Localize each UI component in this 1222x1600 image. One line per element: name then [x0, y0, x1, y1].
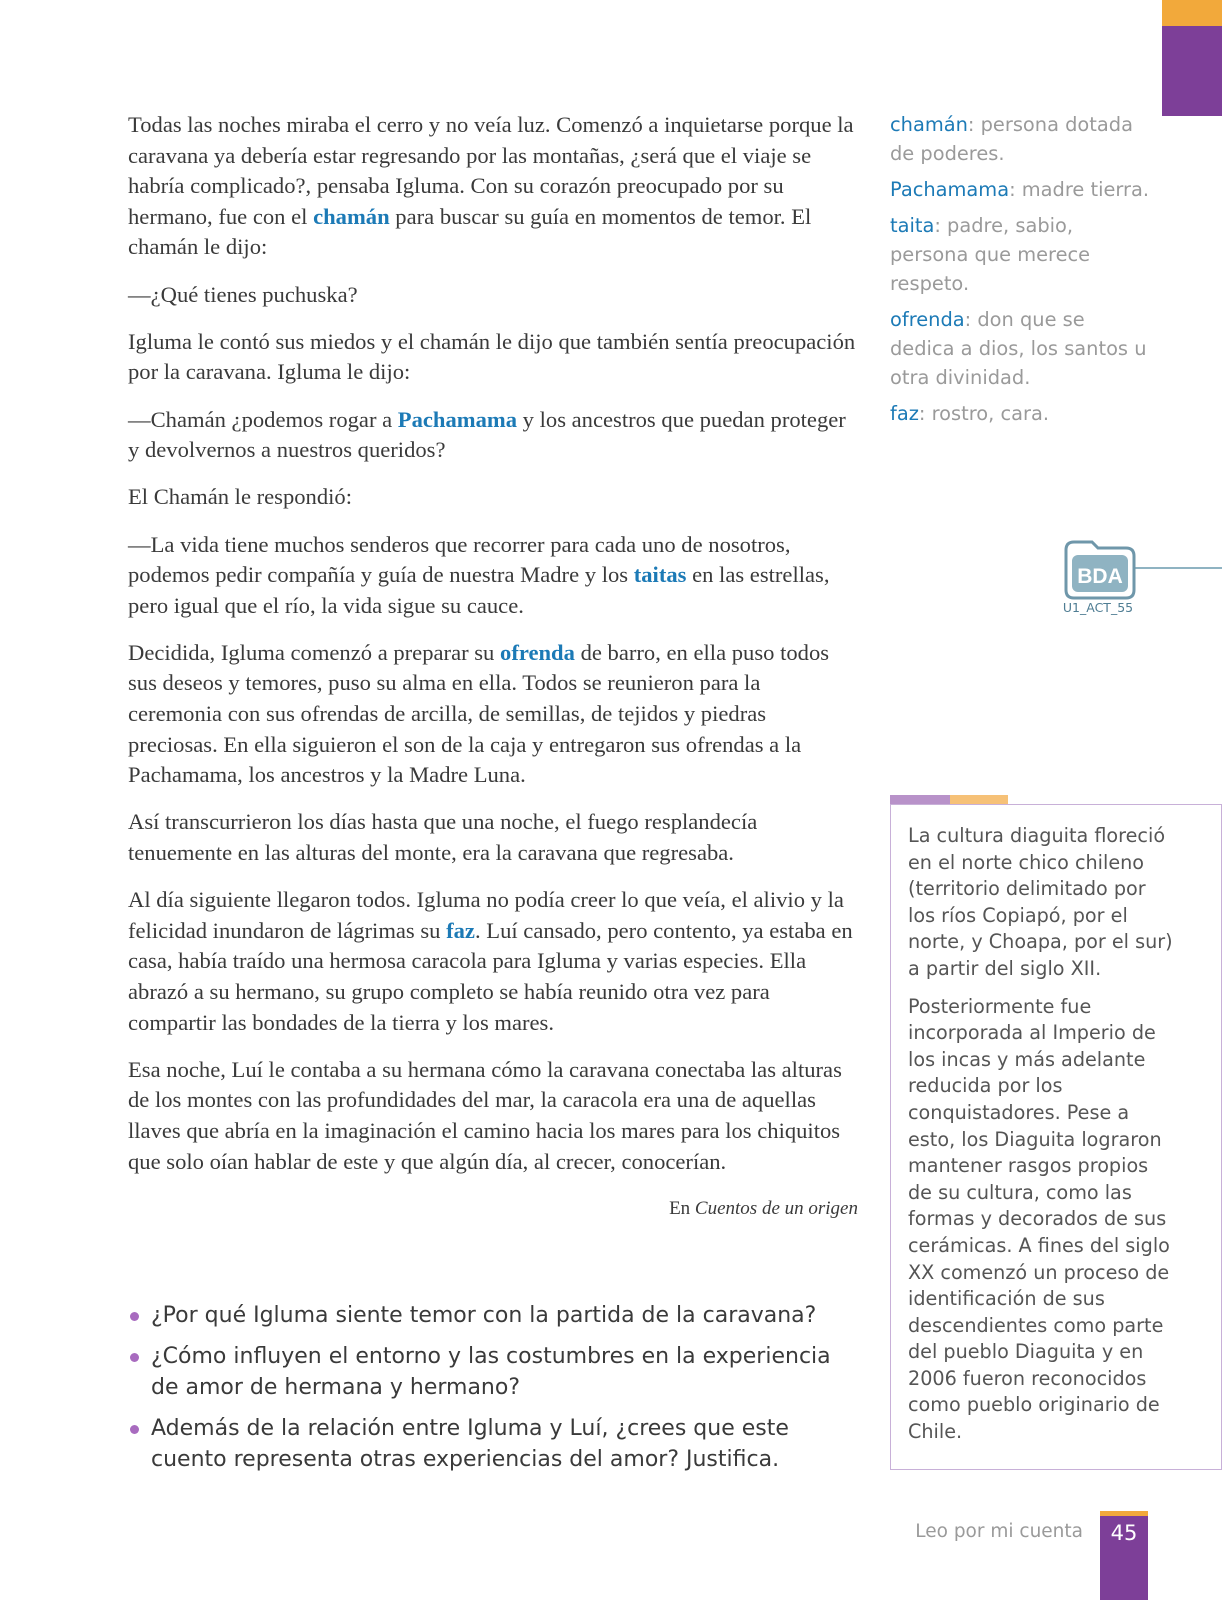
story-paragraph: Esa noche, Luí le contaba a su hermana cómo la caravana conectaba las alturas de los montes con las profundidades del mar, la caracola era una de aquellas llaves que abría en la imaginación el camino hacia los mares para los chiquitos que solo oían hablar de este y que algún día, al crecer, conocerían.	[128, 1056, 842, 1174]
info-box-text	[908, 823, 1178, 1457]
story-text	[128, 110, 858, 1241]
question-item: ¿Por qué Igluma siente temor con la partida de la caravana?	[128, 1300, 858, 1331]
story-paragraph: —La vida tiene muchos senderos que recorrer para cada uno de nosotros, podemos pedir compañía y guía de nuestra Madre y los taitas en las estrellas, pero igual que el río, la vida sigue su cauce.	[128, 531, 830, 618]
corner-accent-orange	[1162, 0, 1222, 26]
glossary	[890, 110, 1150, 435]
glossary-entry	[890, 211, 1150, 298]
section-label: Leo por mi cuenta	[915, 1521, 1083, 1542]
story-paragraph: Igluma le contó sus miedos y el chamán le dijo que también sentía preocupación por la caravana. Igluma le dijo:	[128, 328, 856, 385]
glossary-term-link: faz	[446, 917, 475, 943]
glossary-entry	[890, 305, 1150, 392]
glossary-term-link: taitas	[633, 562, 687, 588]
source-title: Cuentos de un origen	[694, 1197, 858, 1219]
glossary-definition: : rostro, cara.	[918, 402, 1050, 425]
bullet-icon	[130, 1312, 139, 1321]
glossary-term: Pachamama	[890, 178, 1010, 201]
glossary-term: taita	[890, 214, 935, 237]
glossary-entry	[890, 175, 1150, 204]
bda-label: BDA	[1077, 565, 1123, 588]
story-paragraph: Todas las noches miraba el cerro y no veía luz. Comenzó a inquietarse porque la caravana ya debería estar regresando por las montañas, ¿será que el viaje se habría complicado?, pensaba Igluma. Con su corazón preocupado por su hermano, fue con el chamán para buscar su guía en momentos de temor. El chamán le dijo:	[128, 112, 854, 260]
glossary-term-link: Pachamama	[397, 406, 518, 432]
glossary-term-link: ofrenda	[500, 639, 575, 665]
question-item: Además de la relación entre Igluma y Luí, ¿crees que este cuento representa otras experiencias del amor? Justifica.	[128, 1413, 858, 1475]
page-number: 45	[1100, 1516, 1148, 1600]
folder-icon	[1066, 542, 1134, 598]
glossary-term: ofrenda	[890, 308, 965, 331]
glossary-definition: : persona dotada de poderes.	[890, 113, 1133, 165]
glossary-term-link: chamán	[313, 203, 390, 229]
story-paragraph: Al día siguiente llegaron todos. Igluma no podía creer lo que veía, el alivio y la felicidad inundaron de lágrimas su faz. Luí cansado, pero contento, ya estaba en casa, había traído una hermosa caracola para Igluma y varias especies. Ella abrazó a su hermano, su grupo completo se había reunido otra vez para compartir las bondades de la tierra y los mares.	[128, 887, 853, 1035]
story-paragraph: —¿Qué tienes puchuska?	[128, 281, 358, 307]
story-paragraph: El Chamán le respondió:	[128, 484, 353, 510]
bda-code[interactable]: U1_ACT_55	[1062, 600, 1134, 615]
story-paragraph: —Chamán ¿podemos rogar a Pachamama y los ancestros que puedan proteger y devolvernos a nuestros queridos?	[128, 406, 846, 463]
story-paragraph: Decidida, Igluma comenzó a preparar su ofrenda de barro, en ella puso todos sus deseos y temores, puso su alma en ella. Todos se reunieron para la ceremonia con sus ofrendas de arcilla, de semillas, de tejidos y piedras preciosas. En ella siguieron el son de la caja y entregaron sus ofrendas a la Pachamama, los ancestros y la Madre Luna.	[128, 639, 830, 788]
question-list	[128, 1300, 858, 1485]
infobox-tab-orange	[950, 795, 1008, 804]
glossary-definition: : madre tierra.	[1009, 178, 1150, 201]
glossary-entry	[890, 399, 1150, 428]
source-credit: En Cuentos de un origen	[669, 1197, 858, 1219]
question-item: ¿Cómo influyen el entorno y las costumbres en la experiencia de amor de hermana y hermano?	[128, 1341, 858, 1403]
info-paragraph: Posteriormente fue incorporada al Imperio de los incas y más adelante reducida por los conquistadores. Pese a esto, los Diaguita lograron mantener rasgos propios de su cultura, como las formas y decorados de sus cerámicas. A fines del siglo XX comenzó un proceso de identificación de sus descendientes como parte del pueblo Diaguita y en 2006 fueron reconocidos como pueblo originario de Chile.	[908, 994, 1170, 1444]
infobox-tab-purple	[890, 795, 950, 804]
bullet-icon	[130, 1353, 139, 1362]
bullet-icon	[130, 1425, 139, 1434]
glossary-term: faz	[890, 402, 919, 425]
glossary-term: chamán	[890, 113, 968, 136]
info-paragraph: La cultura diaguita floreció en el norte chico chileno (territorio delimitado por los ríos Copiapó, por el norte, y Choapa, por el sur) a partir del siglo XII.	[908, 824, 1173, 980]
corner-accent-purple	[1162, 26, 1222, 116]
glossary-definition: : don que se dedica a dios, los santos u otra divinidad.	[890, 308, 1147, 389]
glossary-definition: : padre, sabio, persona que merece respeto.	[890, 214, 1091, 295]
story-paragraph: Así transcurrieron los días hasta que una noche, el fuego resplandecía tenuemente en las alturas del monte, era la caravana que regresaba.	[128, 809, 758, 866]
glossary-entry	[890, 110, 1150, 168]
